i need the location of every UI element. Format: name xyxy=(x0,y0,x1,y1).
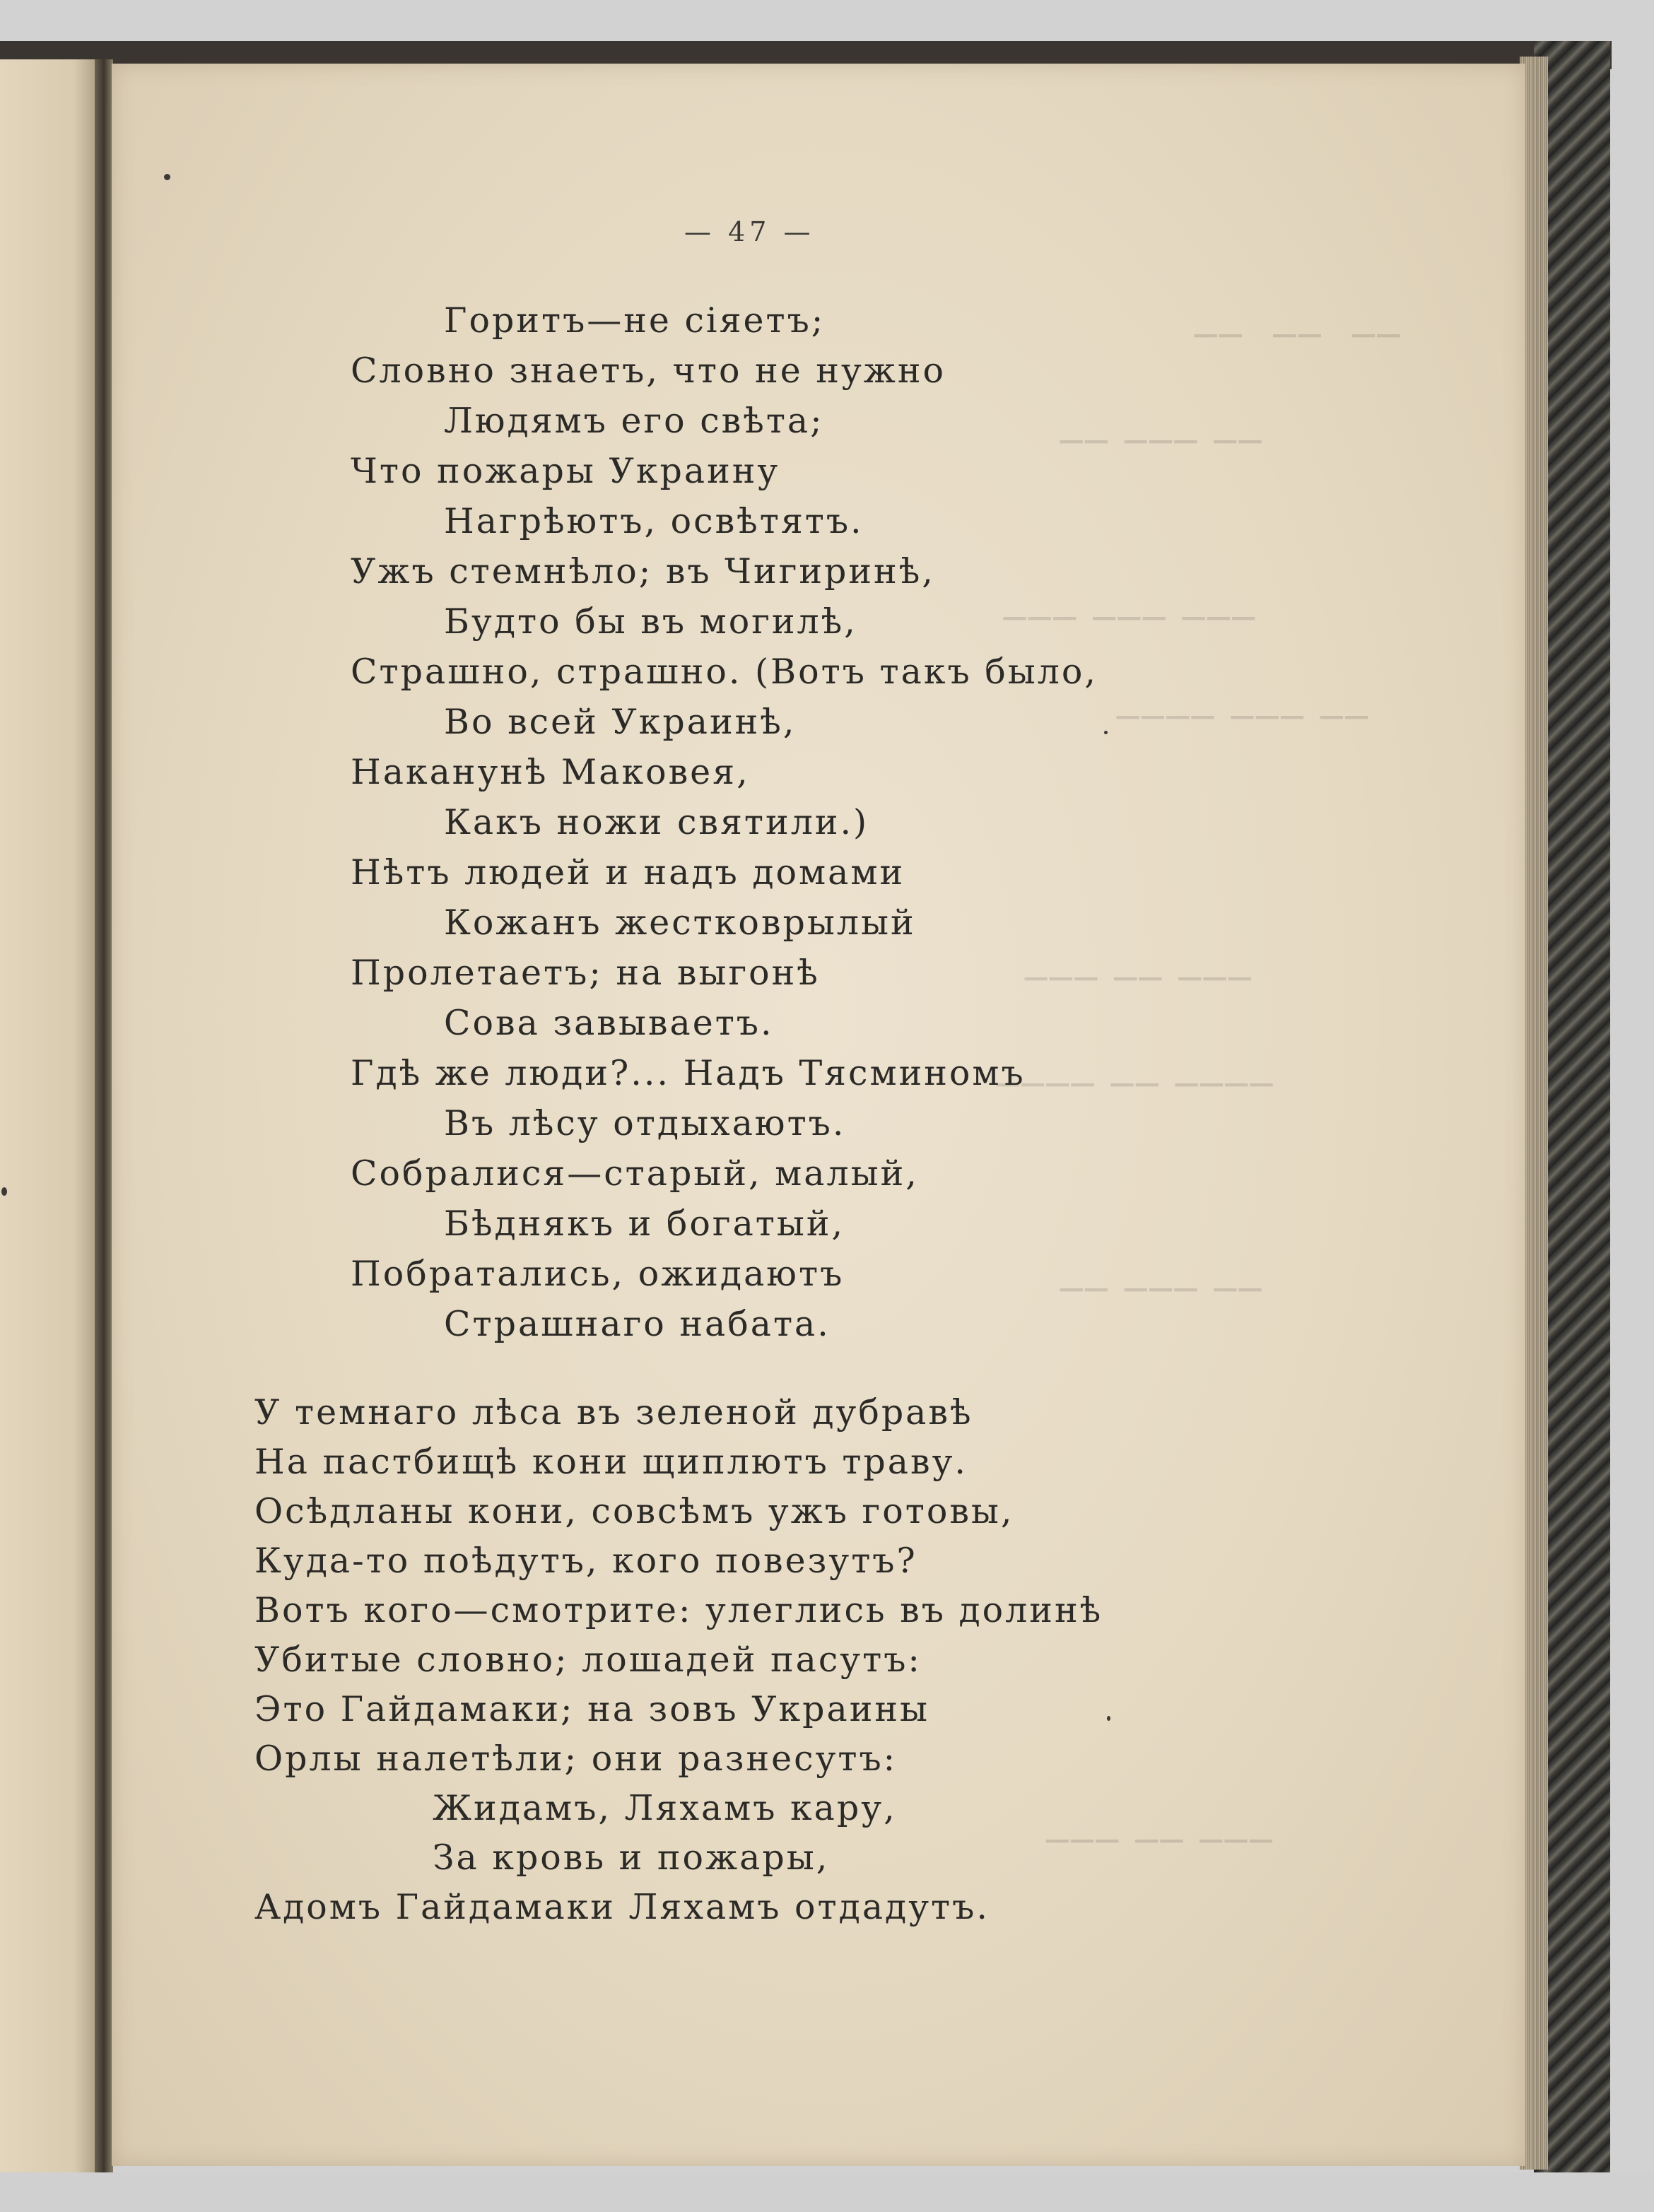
show-through-text: ── ── ── xyxy=(1195,315,1402,358)
page-number: — 47 — xyxy=(684,216,815,247)
verse-line: Ужъ стемнѣло; въ Чигиринѣ, xyxy=(351,551,935,592)
verse-line: Наканунѣ Маковея, xyxy=(351,752,750,792)
stanza-line: Жидамъ, Ляхамъ кару, xyxy=(433,1788,897,1828)
verse-line: Въ лѣсу отдыхаютъ. xyxy=(444,1103,846,1143)
stanza-line: Это Гайдамаки; на зовъ Украины xyxy=(254,1689,930,1729)
left-facing-page xyxy=(0,59,106,2172)
poem-verse xyxy=(351,295,1098,1349)
stanza-line: У темнаго лѣса въ зеленой дубравѣ xyxy=(254,1392,973,1432)
verse-line: Собралися—старый, малый, xyxy=(351,1153,919,1194)
paper-speck xyxy=(1107,1716,1110,1721)
verse-line: Сова завываетъ. xyxy=(444,1003,774,1043)
paper-speck xyxy=(1104,731,1108,734)
stanza-line: На пастбищѣ кони щиплютъ траву. xyxy=(254,1442,968,1482)
stanza-line: Орлы налетѣли; они разнесутъ: xyxy=(254,1739,898,1779)
song-stanza xyxy=(254,1388,1103,1932)
verse-line: Кожанъ жестковрылый xyxy=(444,902,916,943)
stanza-line: Вотъ кого—смотрите: улеглись въ долинѣ xyxy=(254,1590,1103,1630)
paper-speck xyxy=(164,174,170,180)
verse-line: Пролетаетъ; на выгонѣ xyxy=(351,953,820,993)
stanza-line: Куда-то поѣдутъ, кого повезутъ? xyxy=(254,1541,917,1581)
show-through-text: ─── ── ─── xyxy=(1046,1820,1275,1863)
book-gutter xyxy=(95,59,113,2172)
paper-speck xyxy=(1,1187,7,1196)
show-through-text: ──── ─── ── xyxy=(1117,697,1371,739)
verse-line: Что пожары Украину xyxy=(351,451,780,491)
stanza-line: За кровь и пожары, xyxy=(433,1837,830,1878)
show-through-text: ── ─── ── xyxy=(1060,1269,1265,1312)
verse-line: Нагрѣютъ, освѣтятъ. xyxy=(444,501,864,541)
stanza-line: Убитые словно; лошадей пасутъ: xyxy=(254,1640,922,1680)
verse-line: Словно знаетъ, что не нужно xyxy=(351,351,946,391)
verse-line: Страшнаго набата. xyxy=(444,1304,831,1344)
scan-bottom-margin xyxy=(0,2172,1654,2212)
verse-line: Будто бы въ могилѣ, xyxy=(444,601,857,642)
verse-line: Какъ ножи святили.) xyxy=(444,802,869,842)
verse-line: Во всей Украинѣ, xyxy=(444,702,797,742)
verse-line: Страшно, страшно. (Вотъ такъ было, xyxy=(351,652,1098,692)
verse-line: Горитъ—не сіяетъ; xyxy=(444,300,826,341)
show-through-text: ─── ─── ─── xyxy=(1004,598,1257,640)
show-through-text: ── ─── ── xyxy=(1060,421,1265,464)
verse-line: Гдѣ же люди?... Надъ Тясминомъ xyxy=(351,1053,1026,1093)
show-through-text: ─── ── ─── xyxy=(1025,958,1254,1001)
show-through-text: ──── ── ──── xyxy=(997,1064,1276,1107)
verse-line: Бѣднякъ и богатый, xyxy=(444,1204,845,1244)
stanza-line: Адомъ Гайдамаки Ляхамъ отдадутъ. xyxy=(254,1887,990,1927)
verse-line: Побратались, ожидаютъ xyxy=(351,1254,845,1294)
verse-line: Людямъ его свѣта; xyxy=(444,401,824,441)
verse-line: Нѣтъ людей и надъ домами xyxy=(351,852,905,893)
stanza-line: Осѣдланы кони, совсѣмъ ужъ готовы, xyxy=(254,1491,1014,1531)
